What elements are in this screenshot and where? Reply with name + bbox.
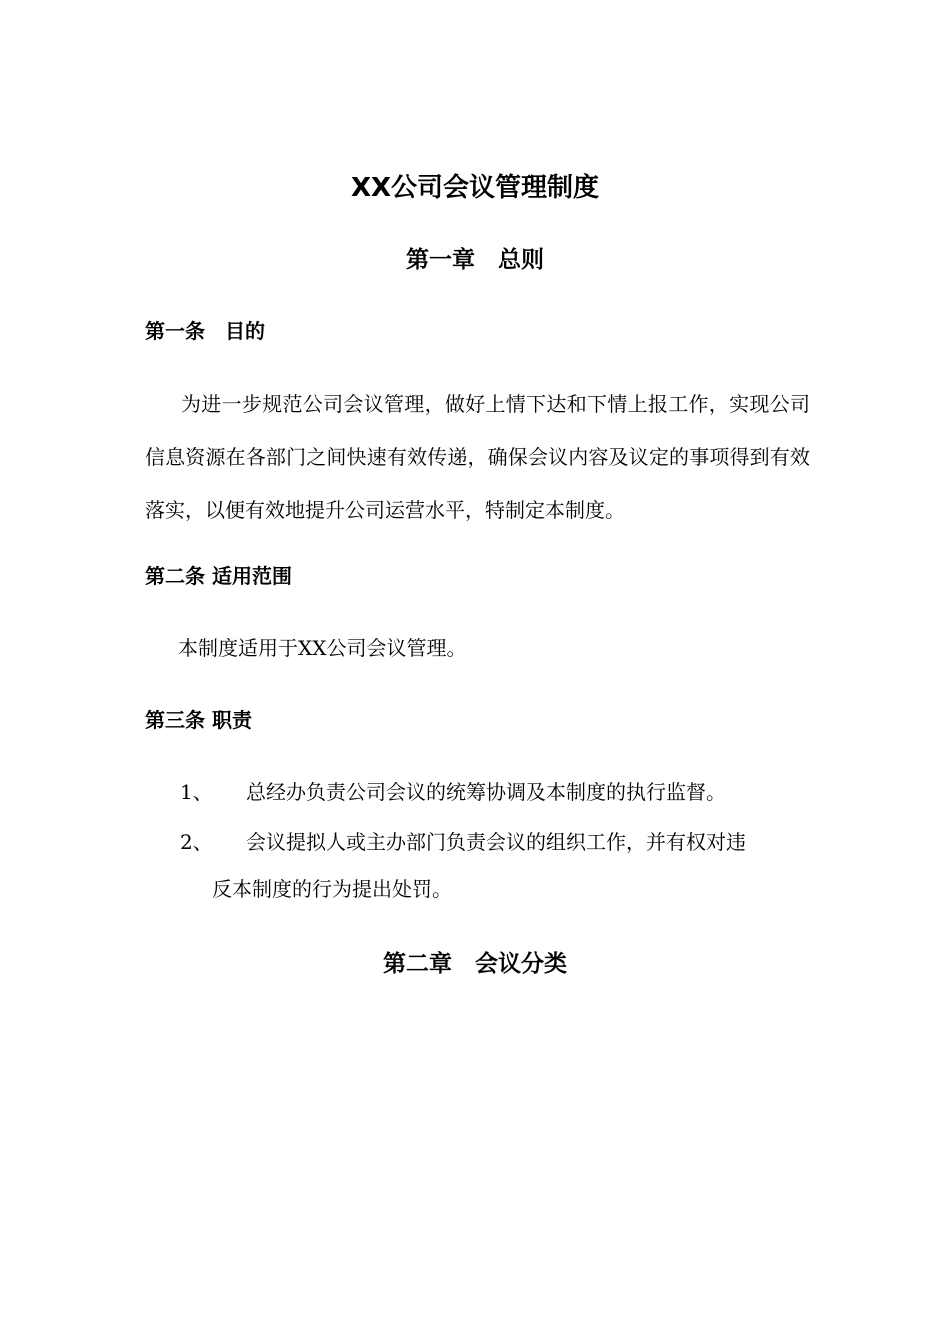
duty-item-2-text-line2: 反本制度的行为提出处罚。 — [212, 877, 452, 901]
article-2-paragraph: 本制度适用于XX公司会议管理。 — [178, 636, 467, 660]
chapter-1-heading: 第一章 总则 — [406, 247, 544, 273]
article-2-heading: 第二条 适用范围 — [145, 564, 292, 588]
document-title: XX公司会议管理制度 — [350, 173, 600, 203]
article-1-heading: 第一条 目的 — [145, 319, 265, 343]
duty-item-2-number: 2、 — [180, 830, 213, 854]
chapter-2-heading: 第二章 会议分类 — [383, 951, 567, 977]
duty-item-1-text: 总经办负责公司会议的统筹协调及本制度的执行监督。 — [246, 780, 726, 804]
article-1-paragraph: 为进一步规范公司会议管理，做好上情下达和下情上报工作，实现公司信息资源在各部门之间快速有效传递，确保会议内容及议定的事项得到有效落实，以便有效地提升公司运营水平，特制定本制度。 — [145, 392, 810, 522]
duty-item-2-text-line1: 会议提拟人或主办部门负责会议的组织工作，并有权对违 — [246, 830, 746, 854]
duty-item-1-number: 1、 — [180, 780, 213, 804]
article-3-heading: 第三条 职责 — [145, 708, 252, 732]
